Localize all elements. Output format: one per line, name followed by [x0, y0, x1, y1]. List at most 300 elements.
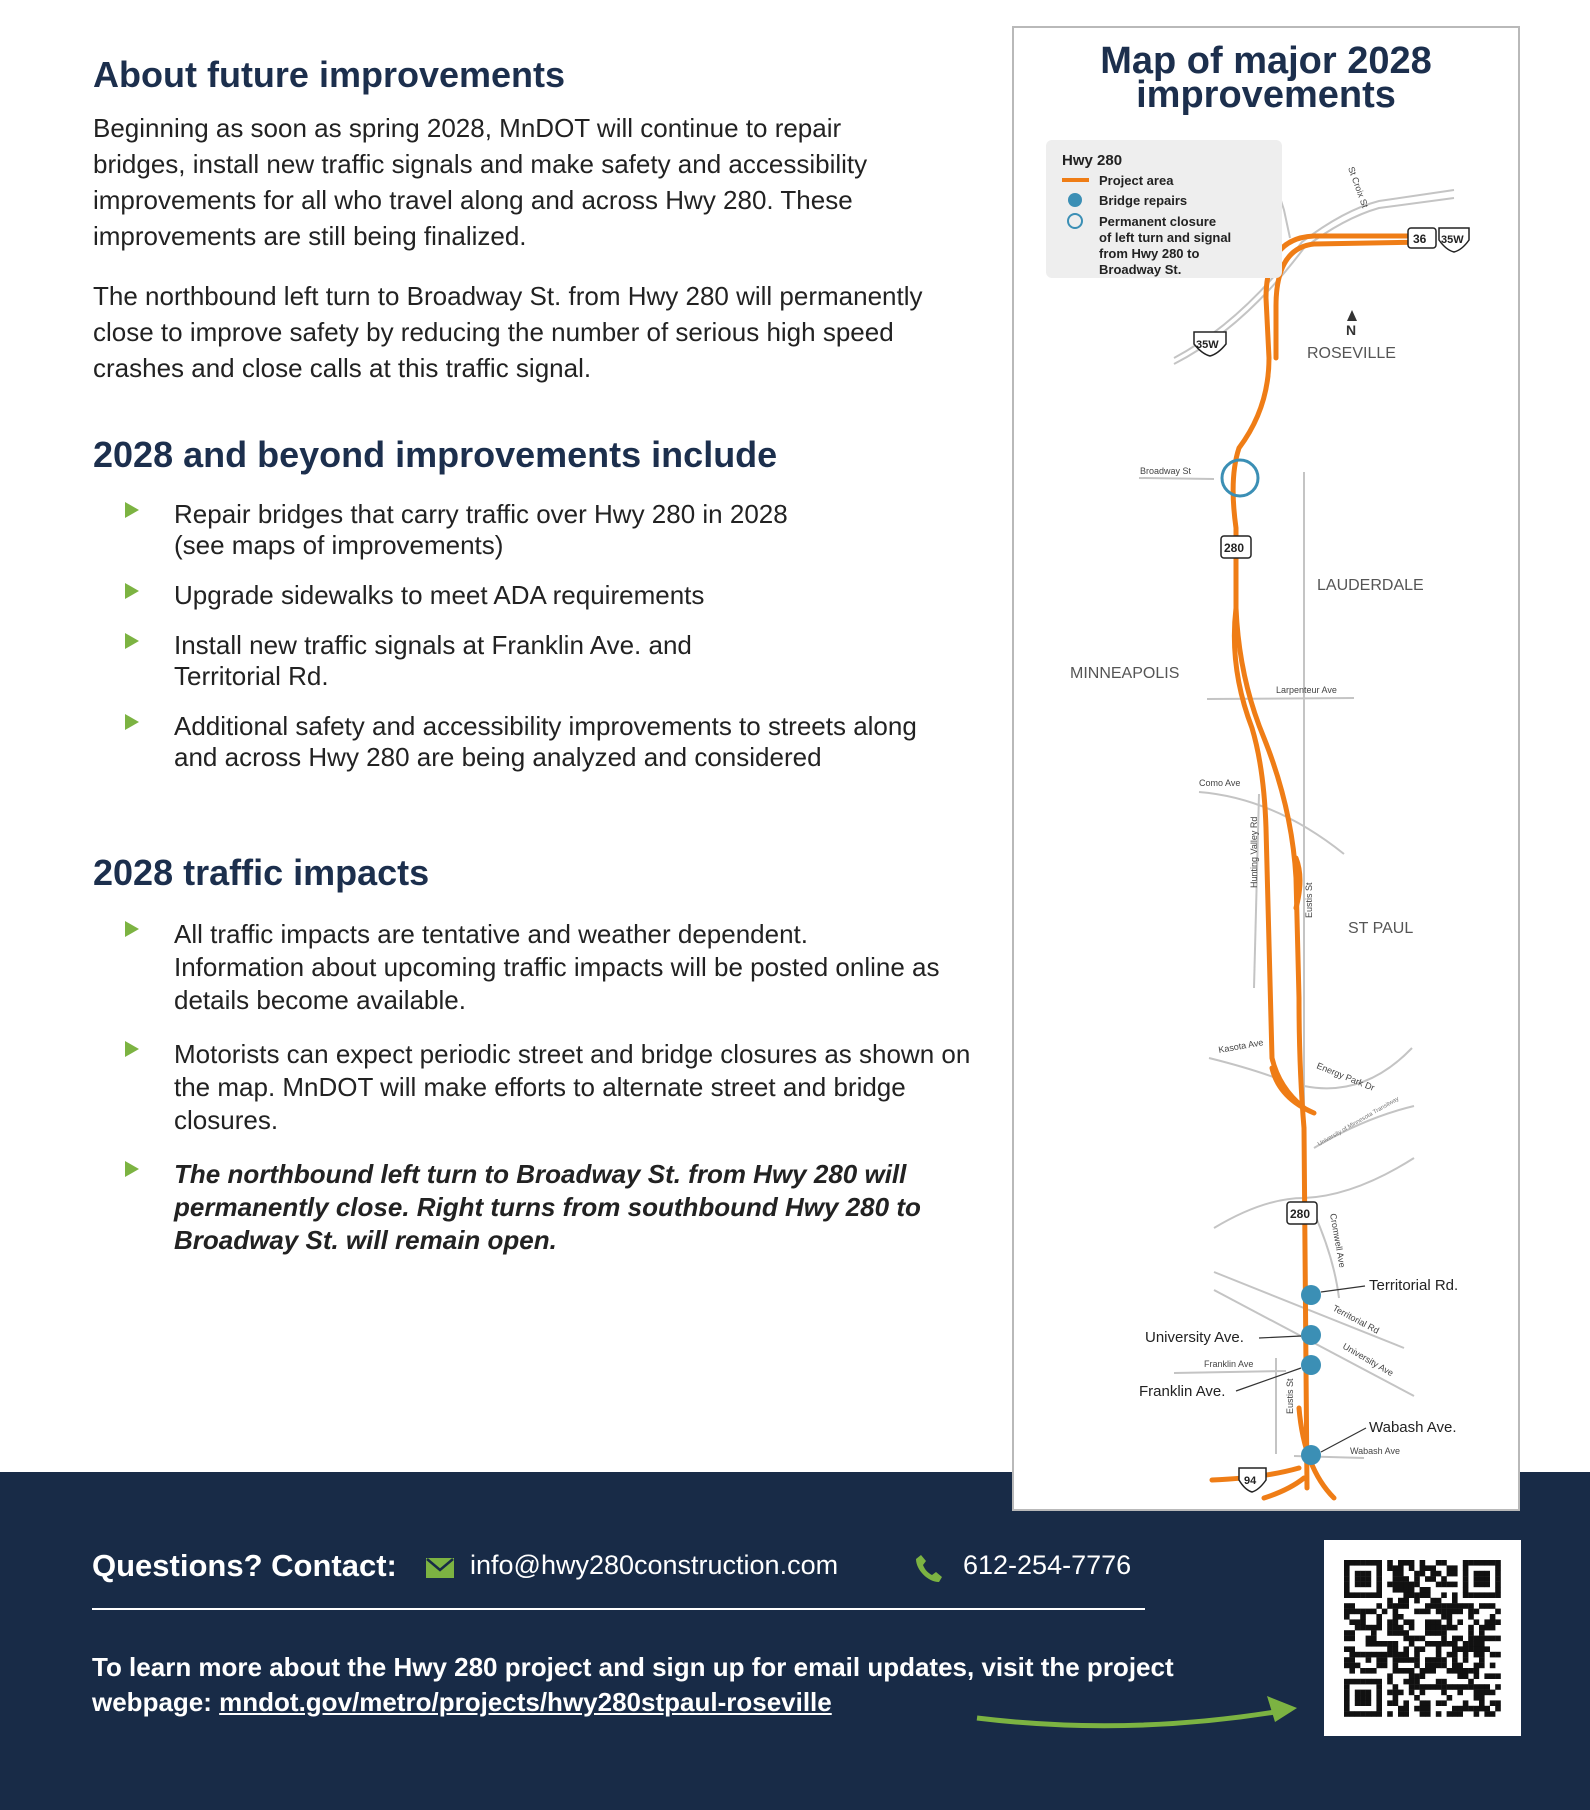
qr-module: [1349, 1679, 1355, 1685]
qr-module: [1387, 1582, 1393, 1588]
qr-module: [1484, 1603, 1490, 1609]
callout-line-university: [1259, 1336, 1301, 1338]
qr-module: [1484, 1571, 1490, 1577]
qr-module: [1452, 1636, 1458, 1642]
qr-module: [1430, 1625, 1436, 1631]
qr-module: [1403, 1711, 1409, 1717]
qr-module: [1468, 1609, 1474, 1615]
qr-module: [1403, 1700, 1409, 1706]
qr-module: [1447, 1652, 1453, 1658]
qr-module: [1430, 1565, 1436, 1571]
list-item: Repair bridges that carry traffic over Hwy 280 in 2028 (see maps of improvements): [125, 499, 834, 561]
qr-module: [1344, 1592, 1350, 1598]
qr-module: [1452, 1582, 1458, 1588]
qr-module: [1484, 1711, 1490, 1717]
qr-module: [1414, 1646, 1420, 1652]
qr-module: [1495, 1609, 1501, 1615]
qr-module: [1366, 1711, 1372, 1717]
qr-module: [1463, 1582, 1469, 1588]
qr-module: [1430, 1619, 1436, 1625]
qr-module: [1360, 1695, 1366, 1701]
qr-module: [1425, 1625, 1431, 1631]
qr-module: [1409, 1619, 1415, 1625]
project-ramp-94-b: [1264, 1478, 1304, 1498]
qr-module: [1409, 1657, 1415, 1663]
qr-module: [1387, 1679, 1393, 1685]
qr-module: [1479, 1636, 1485, 1642]
qr-module: [1463, 1700, 1469, 1706]
qr-module: [1376, 1679, 1382, 1685]
qr-module: [1463, 1657, 1469, 1663]
qr-module: [1360, 1614, 1366, 1620]
qr-module: [1425, 1684, 1431, 1690]
callout-university: University Ave.: [1145, 1329, 1244, 1346]
qr-module: [1393, 1565, 1399, 1571]
qr-module: [1360, 1652, 1366, 1658]
qr-module: [1479, 1663, 1485, 1669]
qr-module: [1452, 1646, 1458, 1652]
qr-module: [1441, 1625, 1447, 1631]
qr-module: [1495, 1592, 1501, 1598]
qr-module: [1366, 1625, 1372, 1631]
list-item: Upgrade sidewalks to meet ADA requirements: [125, 580, 945, 611]
street-kasota: Kasota Ave: [1217, 1037, 1265, 1055]
street-transitway: University of Minnesota Transitway: [1317, 1096, 1401, 1148]
qr-module: [1349, 1636, 1355, 1642]
qr-module: [1420, 1587, 1426, 1593]
qr-module: [1414, 1657, 1420, 1663]
qr-module: [1468, 1560, 1474, 1566]
hwy280-label-a: 280: [1224, 541, 1245, 555]
qr-module: [1420, 1690, 1426, 1696]
qr-module: [1441, 1576, 1447, 1582]
qr-module: [1403, 1587, 1409, 1593]
qr-module: [1414, 1636, 1420, 1642]
qr-module: [1398, 1587, 1404, 1593]
qr-module: [1452, 1684, 1458, 1690]
qr-module: [1398, 1625, 1404, 1631]
qr-module: [1463, 1603, 1469, 1609]
project-hwy280-main: [1233, 236, 1429, 1488]
qr-module: [1376, 1684, 1382, 1690]
qr-module: [1425, 1663, 1431, 1669]
qr-module: [1376, 1576, 1382, 1582]
qr-module: [1490, 1614, 1496, 1620]
project-webpage-link[interactable]: mndot.gov/metro/projects/hwy280stpaul-roseville: [219, 1687, 832, 1717]
qr-module: [1376, 1625, 1382, 1631]
road-franklin: [1174, 1371, 1286, 1373]
qr-module: [1398, 1652, 1404, 1658]
qr-module: [1436, 1700, 1442, 1706]
qr-module: [1463, 1706, 1469, 1712]
qr-module: [1452, 1625, 1458, 1631]
qr-module: [1366, 1641, 1372, 1647]
qr-module: [1436, 1598, 1442, 1604]
qr-module: [1430, 1668, 1436, 1674]
street-broadway: Broadway St: [1140, 466, 1192, 476]
qr-module: [1420, 1609, 1426, 1615]
qr-module: [1409, 1684, 1415, 1690]
qr-module: [1360, 1700, 1366, 1706]
hwy280-label-b: 280: [1290, 1207, 1311, 1221]
qr-module: [1355, 1700, 1361, 1706]
qr-module: [1398, 1630, 1404, 1636]
qr-module: [1403, 1706, 1409, 1712]
email-icon: [425, 1557, 455, 1579]
qr-module: [1409, 1587, 1415, 1593]
qr-module: [1457, 1646, 1463, 1652]
qr-module: [1436, 1560, 1442, 1566]
road-kasota: [1209, 1058, 1276, 1078]
qr-module: [1355, 1695, 1361, 1701]
qr-module: [1414, 1673, 1420, 1679]
qr-module: [1430, 1598, 1436, 1604]
qr-module: [1355, 1571, 1361, 1577]
qr-module: [1484, 1619, 1490, 1625]
qr-module: [1479, 1560, 1485, 1566]
qr-module: [1355, 1582, 1361, 1588]
bullet-arrow-icon: [125, 714, 139, 730]
bullet-arrow-icon: [125, 1161, 139, 1177]
qr-module: [1403, 1619, 1409, 1625]
qr-module: [1474, 1711, 1480, 1717]
qr-module: [1414, 1582, 1420, 1588]
qr-module: [1376, 1657, 1382, 1663]
qr-code[interactable]: [1324, 1540, 1521, 1736]
qr-module: [1398, 1598, 1404, 1604]
street-cromwell: Cromwell Ave: [1328, 1212, 1348, 1269]
qr-module: [1398, 1690, 1404, 1696]
qr-module: [1447, 1603, 1453, 1609]
street-larpenteur: Larpenteur Ave: [1276, 685, 1337, 695]
qr-module: [1430, 1571, 1436, 1577]
qr-module: [1414, 1592, 1420, 1598]
qr-module: [1495, 1565, 1501, 1571]
phone-number[interactable]: 612-254-7776: [963, 1550, 1132, 1580]
qr-module: [1403, 1598, 1409, 1604]
qr-module: [1495, 1619, 1501, 1625]
qr-module: [1430, 1630, 1436, 1636]
street-wabash: Wabash Ave: [1350, 1446, 1401, 1456]
qr-module: [1387, 1625, 1393, 1631]
street-hunting-valley: Hunting Valley Rd: [1249, 816, 1259, 888]
qr-module: [1393, 1625, 1399, 1631]
qr-module: [1484, 1690, 1490, 1696]
qr-module: [1457, 1663, 1463, 1669]
qr-module: [1425, 1619, 1431, 1625]
qr-module: [1447, 1565, 1453, 1571]
qr-module: [1349, 1592, 1355, 1598]
north-label: N: [1346, 322, 1357, 338]
qr-module: [1457, 1668, 1463, 1674]
qr-module: [1355, 1679, 1361, 1685]
qr-module: [1344, 1695, 1350, 1701]
qr-module: [1474, 1571, 1480, 1577]
qr-modules: [1344, 1560, 1501, 1717]
qr-module: [1457, 1619, 1463, 1625]
qr-module: [1360, 1690, 1366, 1696]
qr-module: [1393, 1646, 1399, 1652]
qr-module: [1457, 1609, 1463, 1615]
learn-more-line-1: To learn more about the Hwy 280 project and sign up for email updates, visit the project: [92, 1652, 1174, 1682]
qr-module: [1479, 1652, 1485, 1658]
project-hwy280-b: [1276, 242, 1429, 358]
qr-module: [1425, 1587, 1431, 1593]
qr-module: [1344, 1576, 1350, 1582]
qr-module: [1393, 1641, 1399, 1647]
qr-module: [1457, 1636, 1463, 1642]
qr-module: [1484, 1636, 1490, 1642]
qr-module: [1495, 1587, 1501, 1593]
place-lauderdale: LAUDERDALE: [1317, 577, 1424, 594]
qr-module: [1490, 1592, 1496, 1598]
qr-module: [1425, 1603, 1431, 1609]
qr-module: [1414, 1663, 1420, 1669]
bridge-repair-wabash-icon: [1301, 1445, 1321, 1465]
qr-module: [1474, 1646, 1480, 1652]
qr-module: [1495, 1706, 1501, 1712]
qr-module: [1436, 1684, 1442, 1690]
qr-module: [1420, 1646, 1426, 1652]
list-item: The northbound left turn to Broadway St. from Hwy 280 will permanently close. Right turns from southbound Hwy 280 to Broadway St. will remain open.: [125, 1158, 974, 1257]
qr-module: [1436, 1646, 1442, 1652]
qr-module: [1349, 1657, 1355, 1663]
qr-module: [1344, 1690, 1350, 1696]
qr-module: [1376, 1700, 1382, 1706]
qr-module: [1468, 1641, 1474, 1647]
qr-module: [1349, 1603, 1355, 1609]
qr-module: [1468, 1614, 1474, 1620]
qr-module: [1468, 1668, 1474, 1674]
qr-module: [1452, 1598, 1458, 1604]
qr-module: [1484, 1673, 1490, 1679]
questions-label: Questions? Contact:: [92, 1548, 397, 1583]
qr-module: [1376, 1663, 1382, 1669]
street-eustis-lower: Eustis St: [1285, 1378, 1295, 1414]
qr-module: [1355, 1625, 1361, 1631]
qr-module: [1414, 1571, 1420, 1577]
qr-module: [1403, 1636, 1409, 1642]
qr-module: [1344, 1565, 1350, 1571]
qr-module: [1393, 1609, 1399, 1615]
qr-module: [1414, 1652, 1420, 1658]
qr-module: [1436, 1652, 1442, 1658]
qr-module: [1360, 1609, 1366, 1615]
learn-more-prefix: webpage:: [92, 1687, 220, 1717]
qr-module: [1376, 1695, 1382, 1701]
qr-module: [1436, 1641, 1442, 1647]
qr-module: [1371, 1641, 1377, 1647]
qr-module: [1387, 1652, 1393, 1658]
qr-module: [1349, 1619, 1355, 1625]
qr-module: [1441, 1609, 1447, 1615]
qr-module: [1387, 1711, 1393, 1717]
qr-module: [1366, 1652, 1372, 1658]
qr-module: [1403, 1657, 1409, 1663]
qr-module: [1360, 1582, 1366, 1588]
qr-module: [1366, 1668, 1372, 1674]
callout-line-territorial: [1321, 1286, 1365, 1292]
qr-module: [1393, 1619, 1399, 1625]
qr-module: [1360, 1576, 1366, 1582]
qr-module: [1376, 1560, 1382, 1566]
qr-module: [1425, 1668, 1431, 1674]
qr-module: [1387, 1646, 1393, 1652]
qr-module: [1344, 1614, 1350, 1620]
qr-module: [1490, 1711, 1496, 1717]
qr-module: [1474, 1684, 1480, 1690]
email-link[interactable]: info@hwy280construction.com: [470, 1550, 839, 1580]
qr-module: [1344, 1636, 1350, 1642]
qr-module: [1457, 1603, 1463, 1609]
qr-module: [1360, 1619, 1366, 1625]
qr-module: [1436, 1630, 1442, 1636]
qr-module: [1468, 1706, 1474, 1712]
legend-closure-1: Permanent closure: [1099, 214, 1217, 229]
qr-module: [1355, 1652, 1361, 1658]
qr-module: [1344, 1684, 1350, 1690]
qr-module: [1366, 1576, 1372, 1582]
qr-module: [1479, 1592, 1485, 1598]
qr-module: [1409, 1565, 1415, 1571]
qr-module: [1495, 1582, 1501, 1588]
qr-module: [1393, 1684, 1399, 1690]
qr-module: [1430, 1663, 1436, 1669]
i35w-label-b: 35W: [1196, 339, 1219, 351]
street-como: Como Ave: [1199, 778, 1241, 788]
qr-module: [1371, 1668, 1377, 1674]
street-eustis-upper: Eustis St: [1304, 882, 1314, 918]
qr-module: [1474, 1673, 1480, 1679]
qr-module: [1414, 1598, 1420, 1604]
qr-module: [1490, 1560, 1496, 1566]
learn-more-line-2: [92, 1687, 832, 1718]
qr-module: [1495, 1576, 1501, 1582]
bullet-arrow-icon: [125, 633, 139, 649]
qr-module: [1403, 1582, 1409, 1588]
qr-module: [1393, 1571, 1399, 1577]
qr-module: [1403, 1560, 1409, 1566]
i35w-label: 35W: [1441, 234, 1464, 246]
qr-module: [1376, 1641, 1382, 1647]
qr-module: [1371, 1679, 1377, 1685]
impacts-list: [125, 918, 971, 1257]
qr-module: [1452, 1571, 1458, 1577]
qr-module: [1425, 1630, 1431, 1636]
qr-module: [1425, 1609, 1431, 1615]
about-heading: About future improvements: [93, 54, 566, 95]
road-broadway: [1139, 478, 1214, 479]
qr-module: [1366, 1571, 1372, 1577]
qr-module: [1441, 1684, 1447, 1690]
qr-module: [1490, 1700, 1496, 1706]
about-paragraph-2: The northbound left turn to Broadway St. from Hwy 280 will permanently close to improve safety by reducing the number of serious high speed crashes and close calls at this traffic signal.: [93, 281, 923, 383]
qr-module: [1371, 1592, 1377, 1598]
list-item: Motorists can expect periodic street and bridge closures as shown on the map. MnDOT will make efforts to alternate street and bridge closures.: [125, 1038, 974, 1137]
qr-module: [1355, 1609, 1361, 1615]
qr-module: [1344, 1706, 1350, 1712]
beyond-heading: 2028 and beyond improvements include: [93, 434, 778, 475]
qr-module: [1457, 1690, 1463, 1696]
impacts-heading: 2028 traffic impacts: [93, 852, 430, 893]
qr-module: [1409, 1690, 1415, 1696]
qr-module: [1420, 1592, 1426, 1598]
qr-module: [1447, 1582, 1453, 1588]
qr-module: [1366, 1636, 1372, 1642]
qr-module: [1468, 1646, 1474, 1652]
qr-module: [1490, 1663, 1496, 1669]
qr-module: [1484, 1625, 1490, 1631]
qr-module: [1420, 1668, 1426, 1674]
qr-module: [1425, 1700, 1431, 1706]
qr-module: [1474, 1592, 1480, 1598]
qr-module: [1371, 1560, 1377, 1566]
bullet-arrow-icon: [125, 921, 139, 937]
qr-module: [1376, 1592, 1382, 1598]
qr-module: [1420, 1571, 1426, 1577]
callout-wabash: Wabash Ave.: [1369, 1419, 1457, 1436]
map-panel: [1012, 26, 1520, 1511]
qr-module: [1387, 1603, 1393, 1609]
qr-module: [1468, 1603, 1474, 1609]
qr-module: [1490, 1636, 1496, 1642]
qr-module: [1463, 1684, 1469, 1690]
qr-module: [1366, 1592, 1372, 1598]
qr-module: [1420, 1700, 1426, 1706]
qr-module: [1436, 1603, 1442, 1609]
legend-project-area: Project area: [1099, 173, 1174, 188]
qr-module: [1474, 1576, 1480, 1582]
qr-module: [1393, 1700, 1399, 1706]
qr-module: [1441, 1582, 1447, 1588]
qr-module: [1409, 1582, 1415, 1588]
qr-module: [1474, 1619, 1480, 1625]
qr-module: [1441, 1663, 1447, 1669]
qr-module: [1349, 1609, 1355, 1615]
qr-module: [1436, 1571, 1442, 1577]
qr-module: [1376, 1571, 1382, 1577]
qr-module: [1366, 1560, 1372, 1566]
qr-module: [1447, 1641, 1453, 1647]
qr-module: [1366, 1700, 1372, 1706]
qr-module: [1387, 1700, 1393, 1706]
north-arrow-icon: [1347, 310, 1357, 321]
qr-module: [1420, 1706, 1426, 1712]
qr-module: [1479, 1625, 1485, 1631]
qr-module: [1452, 1657, 1458, 1663]
qr-module: [1360, 1571, 1366, 1577]
qr-module: [1376, 1603, 1382, 1609]
qr-module: [1441, 1657, 1447, 1663]
qr-module: [1366, 1609, 1372, 1615]
qr-module: [1414, 1609, 1420, 1615]
place-st-paul: ST PAUL: [1348, 920, 1414, 937]
qr-module: [1414, 1576, 1420, 1582]
qr-module: [1474, 1668, 1480, 1674]
qr-module: [1468, 1636, 1474, 1642]
footer-divider: [92, 1608, 1145, 1610]
broadway-closure-icon: [1222, 460, 1258, 496]
qr-module: [1366, 1582, 1372, 1588]
qr-module: [1398, 1706, 1404, 1712]
qr-module: [1398, 1668, 1404, 1674]
qr-module: [1420, 1560, 1426, 1566]
qr-code-icon: [1324, 1540, 1521, 1736]
qr-module: [1468, 1592, 1474, 1598]
legend-closure-2: of left turn and signal: [1099, 230, 1232, 245]
qr-module: [1463, 1576, 1469, 1582]
street-st-croix: St Croix St: [1346, 165, 1371, 210]
